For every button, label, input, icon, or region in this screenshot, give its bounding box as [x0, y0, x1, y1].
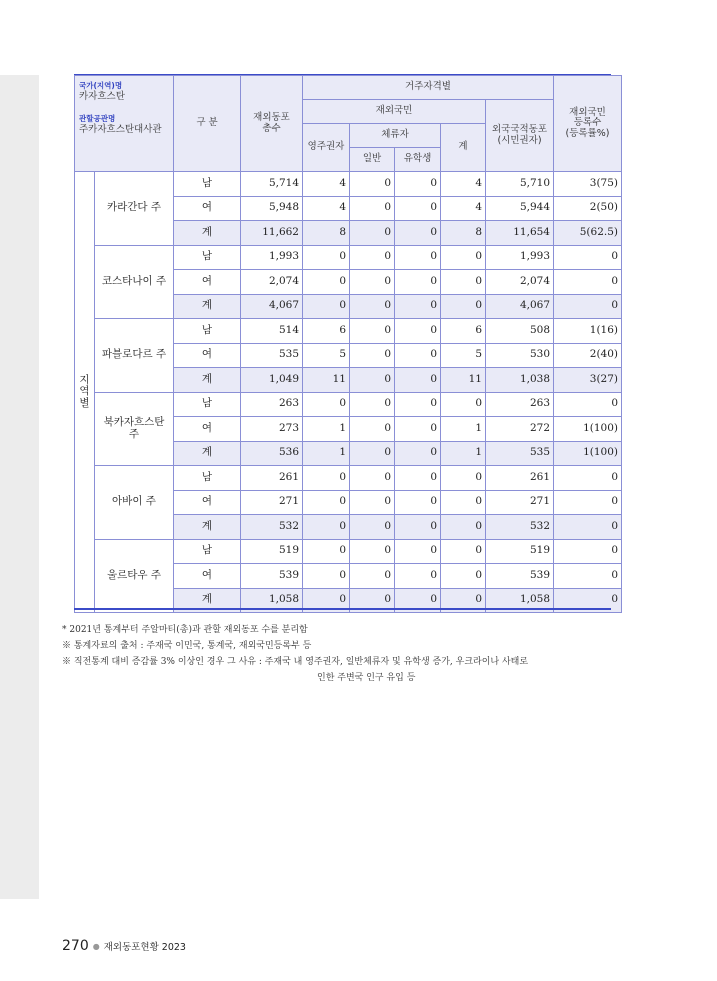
permanent-header: 영주권자 — [303, 124, 350, 172]
value-cell: 0 — [350, 490, 395, 515]
value-cell: 1(100) — [554, 417, 622, 442]
country-label: 국가(지역)명 — [79, 81, 123, 90]
value-cell: 5,948 — [241, 196, 303, 221]
value-cell: 1,993 — [486, 245, 554, 270]
value-cell: 0 — [303, 270, 350, 295]
footnote-1: * 2021년 통계부터 주알마티(총)과 관할 재외동포 수를 분리함 — [62, 625, 308, 635]
office-name: 주카자흐스탄대사관 — [79, 123, 162, 135]
value-cell: 0 — [554, 245, 622, 270]
value-cell: 8 — [441, 221, 486, 246]
value-cell: 0 — [441, 270, 486, 295]
value-cell: 261 — [241, 466, 303, 491]
value-cell: 6 — [303, 319, 350, 344]
value-cell: 5,944 — [486, 196, 554, 221]
gender-cell: 여 — [174, 343, 241, 368]
value-cell: 532 — [241, 515, 303, 540]
value-cell: 1 — [441, 441, 486, 466]
value-cell: 0 — [350, 245, 395, 270]
value-cell: 1 — [441, 417, 486, 442]
gender-cell: 남 — [174, 466, 241, 491]
student-header: 유학생 — [395, 148, 441, 172]
value-cell: 11,654 — [486, 221, 554, 246]
value-cell: 1,058 — [486, 588, 554, 613]
value-cell: 4,067 — [241, 294, 303, 319]
value-cell: 0 — [350, 221, 395, 246]
category-header: 구 분 — [174, 76, 241, 172]
gender-cell: 여 — [174, 564, 241, 589]
value-cell: 263 — [241, 392, 303, 417]
value-cell: 4 — [441, 196, 486, 221]
value-cell: 4,067 — [486, 294, 554, 319]
value-cell: 0 — [395, 564, 441, 589]
region-name: 파블로다르 주 — [95, 319, 174, 393]
value-cell: 514 — [241, 319, 303, 344]
value-cell: 0 — [350, 294, 395, 319]
value-cell: 0 — [395, 319, 441, 344]
gender-cell: 계 — [174, 221, 241, 246]
value-cell: 1(100) — [554, 441, 622, 466]
value-cell: 5(62.5) — [554, 221, 622, 246]
population-table — [74, 75, 622, 613]
value-cell: 0 — [303, 294, 350, 319]
value-cell: 535 — [486, 441, 554, 466]
page-number: 270 — [62, 938, 89, 954]
office-label: 관할공관명 — [79, 113, 116, 123]
value-cell: 0 — [395, 417, 441, 442]
value-cell: 1,058 — [241, 588, 303, 613]
value-cell: 0 — [441, 466, 486, 491]
value-cell: 5,714 — [241, 172, 303, 197]
value-cell: 4 — [303, 196, 350, 221]
value-cell: 0 — [441, 588, 486, 613]
value-cell: 0 — [554, 588, 622, 613]
gender-cell: 남 — [174, 539, 241, 564]
region-name: 카라간다 주 — [95, 172, 174, 246]
table-bottom-rule — [74, 608, 611, 610]
value-cell: 0 — [303, 392, 350, 417]
side-label: 지 역 별 — [75, 172, 95, 613]
value-cell: 0 — [395, 270, 441, 295]
value-cell: 0 — [441, 515, 486, 540]
value-cell: 11 — [303, 368, 350, 393]
value-cell: 8 — [303, 221, 350, 246]
value-cell: 0 — [395, 539, 441, 564]
value-cell: 0 — [395, 368, 441, 393]
region-name: 북카자흐스탄 주 — [95, 392, 174, 466]
registered-header: 재외국민 등록수 (등록률%) — [554, 76, 622, 172]
value-cell: 0 — [350, 319, 395, 344]
table-row — [75, 466, 622, 491]
value-cell: 6 — [441, 319, 486, 344]
value-cell: 0 — [554, 466, 622, 491]
table-row — [75, 172, 622, 197]
value-cell: 4 — [441, 172, 486, 197]
value-cell: 2(50) — [554, 196, 622, 221]
value-cell: 0 — [395, 466, 441, 491]
value-cell: 0 — [303, 588, 350, 613]
publication-title: 재외동포현황 2023 — [103, 942, 186, 953]
value-cell: 273 — [241, 417, 303, 442]
sojourner-header: 체류자 — [350, 124, 441, 148]
gender-cell: 계 — [174, 588, 241, 613]
value-cell: 539 — [241, 564, 303, 589]
value-cell: 519 — [241, 539, 303, 564]
value-cell: 0 — [441, 490, 486, 515]
value-cell: 1,038 — [486, 368, 554, 393]
value-cell: 0 — [395, 588, 441, 613]
foreign-citizens-header: 외국국적동포 (시민권자) — [486, 100, 554, 172]
table-row — [75, 319, 622, 344]
value-cell: 0 — [350, 515, 395, 540]
table-row — [75, 245, 622, 270]
value-cell: 0 — [554, 564, 622, 589]
value-cell: 0 — [554, 294, 622, 319]
nationals-header: 재외국민 — [303, 100, 486, 124]
country-name: 카자흐스탄 — [79, 91, 125, 103]
table-row — [75, 539, 622, 564]
value-cell: 0 — [554, 490, 622, 515]
value-cell: 539 — [486, 564, 554, 589]
value-cell: 0 — [395, 343, 441, 368]
value-cell: 0 — [395, 294, 441, 319]
value-cell: 261 — [486, 466, 554, 491]
value-cell: 5 — [441, 343, 486, 368]
country-header-cell — [75, 76, 174, 172]
value-cell: 532 — [486, 515, 554, 540]
value-cell: 0 — [350, 392, 395, 417]
table-header — [75, 76, 622, 172]
value-cell: 0 — [554, 270, 622, 295]
value-cell: 4 — [303, 172, 350, 197]
region-name: 코스타나이 주 — [95, 245, 174, 319]
value-cell: 11 — [441, 368, 486, 393]
general-header: 일반 — [350, 148, 395, 172]
page-footer — [62, 938, 186, 954]
residency-header: 거주자격별 — [303, 76, 554, 100]
value-cell: 0 — [350, 466, 395, 491]
total-header: 재외동포 총수 — [241, 76, 303, 172]
value-cell: 0 — [395, 245, 441, 270]
gender-cell: 계 — [174, 441, 241, 466]
region-name: 울르타우 주 — [95, 539, 174, 613]
value-cell: 1 — [303, 441, 350, 466]
table-body — [75, 172, 622, 613]
table-row — [75, 392, 622, 417]
value-cell: 1 — [303, 417, 350, 442]
bullet-icon: ● — [92, 942, 100, 951]
value-cell: 3(75) — [554, 172, 622, 197]
value-cell: 271 — [486, 490, 554, 515]
value-cell: 3(27) — [554, 368, 622, 393]
value-cell: 1(16) — [554, 319, 622, 344]
value-cell: 0 — [441, 539, 486, 564]
gender-cell: 남 — [174, 319, 241, 344]
value-cell: 0 — [554, 539, 622, 564]
value-cell: 0 — [554, 392, 622, 417]
value-cell: 0 — [554, 515, 622, 540]
value-cell: 2,074 — [486, 270, 554, 295]
gender-cell: 계 — [174, 294, 241, 319]
gender-cell: 여 — [174, 490, 241, 515]
value-cell: 530 — [486, 343, 554, 368]
gender-cell: 계 — [174, 515, 241, 540]
value-cell: 0 — [395, 441, 441, 466]
value-cell: 0 — [303, 245, 350, 270]
value-cell: 0 — [350, 539, 395, 564]
value-cell: 271 — [241, 490, 303, 515]
gender-cell: 남 — [174, 245, 241, 270]
value-cell: 0 — [350, 368, 395, 393]
value-cell: 5 — [303, 343, 350, 368]
value-cell: 0 — [303, 539, 350, 564]
footnotes — [62, 622, 622, 686]
gender-cell: 여 — [174, 196, 241, 221]
footnote-reason-cont: 인한 주변국 인구 유입 등 — [317, 673, 416, 683]
value-cell: 0 — [303, 466, 350, 491]
value-cell: 0 — [350, 588, 395, 613]
value-cell: 0 — [395, 392, 441, 417]
value-cell: 0 — [395, 172, 441, 197]
gender-cell: 계 — [174, 368, 241, 393]
gender-cell: 남 — [174, 392, 241, 417]
subtotal-header: 계 — [441, 124, 486, 172]
value-cell: 11,662 — [241, 221, 303, 246]
value-cell: 272 — [486, 417, 554, 442]
footnote-source: ※ 통계자료의 출처 : 주재국 이민국, 통계국, 재외국민등록부 등 — [62, 641, 312, 651]
value-cell: 0 — [441, 564, 486, 589]
region-name: 아바이 주 — [95, 466, 174, 540]
value-cell: 5,710 — [486, 172, 554, 197]
value-cell: 0 — [350, 196, 395, 221]
gender-cell: 남 — [174, 172, 241, 197]
value-cell: 0 — [350, 172, 395, 197]
value-cell: 0 — [350, 441, 395, 466]
value-cell: 0 — [350, 270, 395, 295]
gender-cell: 여 — [174, 417, 241, 442]
value-cell: 0 — [303, 490, 350, 515]
value-cell: 1,993 — [241, 245, 303, 270]
value-cell: 0 — [395, 515, 441, 540]
value-cell: 508 — [486, 319, 554, 344]
value-cell: 0 — [441, 245, 486, 270]
footnote-reason: ※ 직전통계 대비 증감률 3% 이상인 경우 그 사유 : 주재국 내 영주권자, 일반체류자 및 유학생 증가, 우크라이나 사태로 — [62, 657, 529, 667]
value-cell: 519 — [486, 539, 554, 564]
value-cell: 536 — [241, 441, 303, 466]
value-cell: 0 — [441, 294, 486, 319]
value-cell: 0 — [350, 417, 395, 442]
value-cell: 0 — [395, 221, 441, 246]
value-cell: 0 — [303, 564, 350, 589]
value-cell: 1,049 — [241, 368, 303, 393]
value-cell: 0 — [395, 490, 441, 515]
value-cell: 0 — [350, 564, 395, 589]
value-cell: 535 — [241, 343, 303, 368]
value-cell: 2(40) — [554, 343, 622, 368]
gender-cell: 여 — [174, 270, 241, 295]
left-margin-band — [0, 75, 39, 899]
value-cell: 0 — [441, 392, 486, 417]
value-cell: 263 — [486, 392, 554, 417]
value-cell: 0 — [303, 515, 350, 540]
value-cell: 0 — [395, 196, 441, 221]
value-cell: 0 — [350, 343, 395, 368]
value-cell: 2,074 — [241, 270, 303, 295]
